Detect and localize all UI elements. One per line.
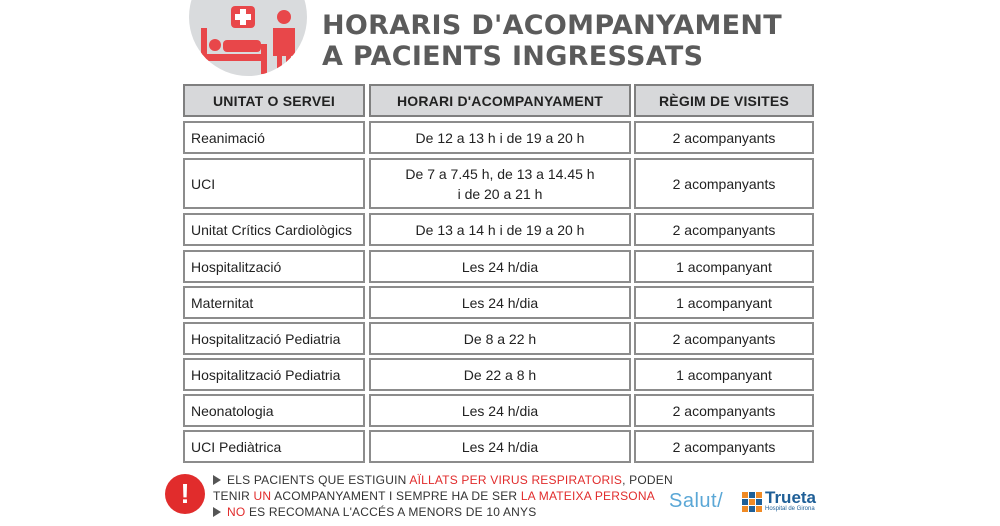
table-cell-unit: Maternitat	[183, 286, 365, 319]
column-header-regime: RÈGIM DE VISITES	[634, 84, 814, 117]
table-cell-regime: 2 acompanyants	[634, 121, 814, 154]
table-cell-unit: UCI Pediàtrica	[183, 430, 365, 463]
table-cell-regime: 1 acompanyant	[634, 250, 814, 283]
table-cell-unit: Unitat Crítics Cardiològics	[183, 213, 365, 246]
table-cell-schedule: Les 24 h/dia	[369, 250, 631, 283]
salut-logo: Salut/	[669, 490, 724, 512]
page-title	[322, 10, 782, 72]
table-cell-regime: 2 acompanyants	[634, 213, 814, 246]
table-cell-schedule: De 13 a 14 h i de 19 a 20 h	[369, 213, 631, 246]
trueta-name: Trueta	[765, 488, 817, 507]
table-cell-schedule: Les 24 h/dia	[369, 286, 631, 319]
triangle-bullet-icon	[213, 507, 221, 517]
table-cell-schedule: De 8 a 22 h	[369, 322, 631, 355]
table-cell-schedule: De 22 a 8 h	[369, 358, 631, 391]
table-cell-unit: Reanimació	[183, 121, 365, 154]
column-header-unit: UNITAT O SERVEI	[183, 84, 365, 117]
patient-bed-icon	[189, 0, 307, 76]
alert-icon: !	[165, 474, 205, 514]
note-minors: NO ES RECOMANA L'ACCÉS A MENORS DE 10 ANYS	[213, 505, 536, 520]
table-cell-regime: 2 acompanyants	[634, 430, 814, 463]
note-isolated-patients: ELS PACIENTS QUE ESTIGUIN AÏLLATS PER VIRUS RESPIRATORIS, PODEN	[213, 473, 673, 488]
table-cell-regime: 2 acompanyants	[634, 158, 814, 209]
header-illustration	[189, 0, 307, 76]
table-cell-unit: Neonatologia	[183, 394, 365, 427]
table-cell-schedule: Les 24 h/dia	[369, 430, 631, 463]
table-cell-regime: 1 acompanyant	[634, 358, 814, 391]
trueta-logo	[742, 490, 816, 513]
column-header-schedule: HORARI D'ACOMPANYAMENT	[369, 84, 631, 117]
note-same-person: TENIR UN ACOMPANYAMENT I SEMPRE HA DE SER LA MATEIXA PERSONA	[213, 489, 655, 503]
table-cell-schedule: Les 24 h/dia	[369, 394, 631, 427]
table-cell-regime: 1 acompanyant	[634, 286, 814, 319]
triangle-bullet-icon	[213, 475, 221, 485]
title-line-2: A PACIENTS INGRESSATS	[322, 41, 704, 72]
table-cell-schedule: De 12 a 13 h i de 19 a 20 h	[369, 121, 631, 154]
table-cell-unit: Hospitalització	[183, 250, 365, 283]
title-line-1: HORARIS D'ACOMPANYAMENT	[322, 10, 783, 41]
table-cell-regime: 2 acompanyants	[634, 394, 814, 427]
table-cell-unit: Hospitalització Pediatria	[183, 358, 365, 391]
trueta-subtitle: Hospital de Girona	[765, 506, 815, 512]
table-cell-unit: UCI	[183, 158, 365, 209]
trueta-mark-icon	[742, 492, 762, 512]
table-cell-regime: 2 acompanyants	[634, 322, 814, 355]
table-cell-schedule: De 7 a 7.45 h, de 13 a 14.45 h i de 20 a 21 h	[369, 158, 631, 209]
table-cell-unit: Hospitalització Pediatria	[183, 322, 365, 355]
